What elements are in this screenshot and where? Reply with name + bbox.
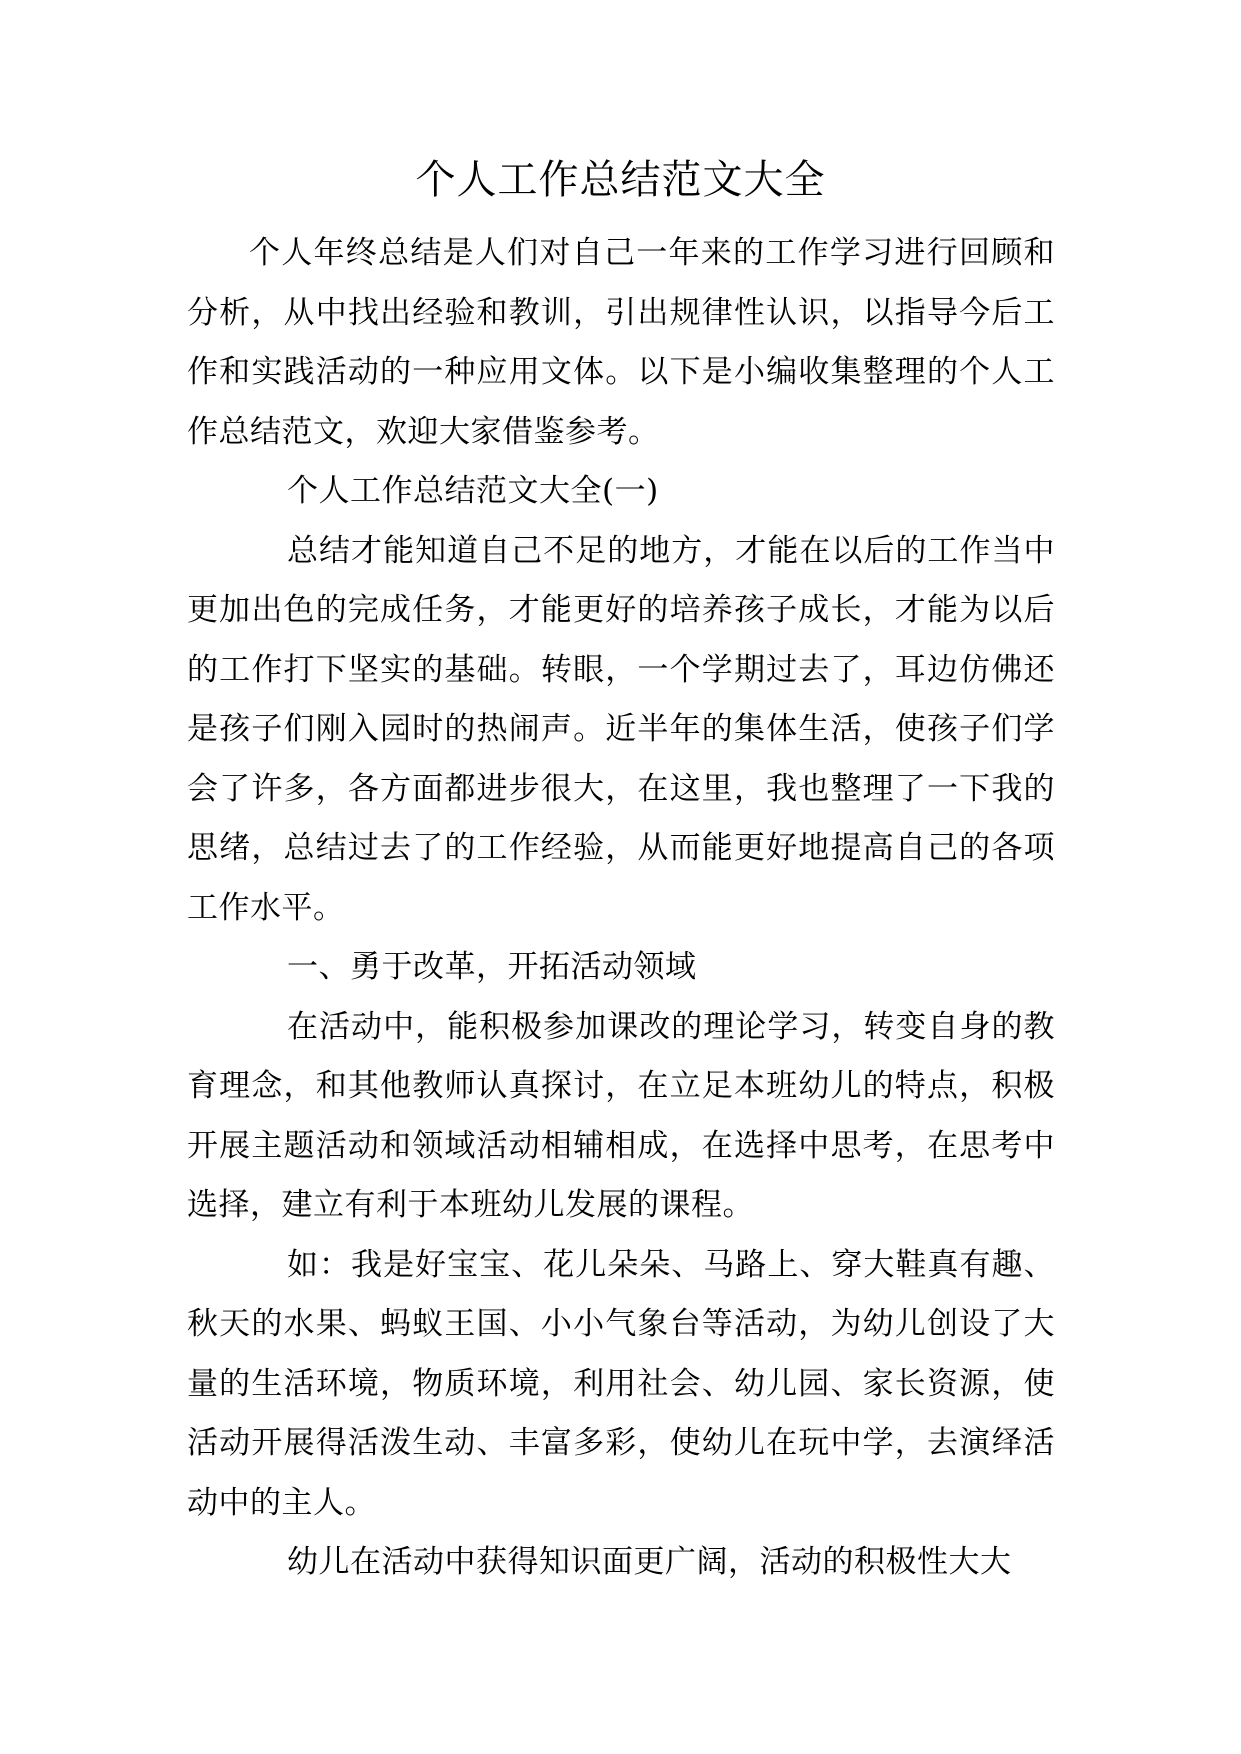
section-heading-sample-one: 个人工作总结范文大全(一) <box>287 473 659 509</box>
document-title: 个人工作总结范文大全 <box>415 157 826 203</box>
activity-paragraph: 在活动中，能积极参加课改的理论学习，转变自身的教育理念，和其他教师认真探讨，在立足本班幼儿的特点，积极开展主题活动和领域活动相辅相成，在选择中思考，在思考中选择，建立有利于本班幼儿发展的课程。 <box>187 1008 1055 1223</box>
example-paragraph: 如：我是好宝宝、花儿朵朵、马路上、穿大鞋真有趣、秋天的水果、蚂蚁王国、小小气象台等活动，为幼儿创设了大量的生活环境，物质环境，利用社会、幼儿园、家长资源，使活动开展得活泼生动、丰富多彩，使幼儿在玩中学，去演绎活动中的主人。 <box>187 1246 1055 1521</box>
intro-paragraph: 个人年终总结是人们对自己一年来的工作学习进行回顾和分析，从中找出经验和教训，引出规律性认识，以指导今后工作和实践活动的一种应用文体。以下是小编收集整理的个人工作总结范文，欢迎大家借鉴参考。 <box>187 235 1055 450</box>
result-paragraph: 幼儿在活动中获得知识面更广阔，活动的积极性大大 <box>287 1544 1012 1580</box>
section-heading-reform: 一、勇于改革，开拓活动领域 <box>287 949 697 985</box>
document-body <box>187 224 1055 1593</box>
summary-paragraph: 总结才能知道自己不足的地方，才能在以后的工作当中更加出色的完成任务，才能更好的培养孩子成长，才能为以后的工作打下坚实的基础。转眼，一个学期过去了，耳边仿佛还是孩子们刚入园时的热闹声。近半年的集体生活，使孩子们学会了许多，各方面都进步很大，在这里，我也整理了一下我的思绪，总结过去了的工作经验，从而能更好地提高自己的各项工作水平。 <box>187 532 1055 926</box>
